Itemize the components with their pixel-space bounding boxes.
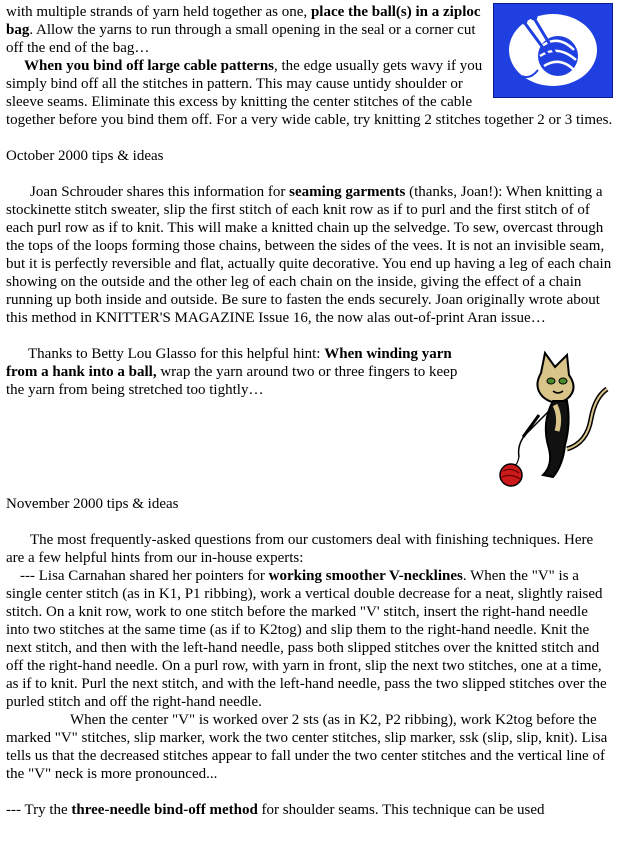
spacer bbox=[6, 513, 613, 531]
text: , the edge usually gets wavy if you simply bind off all the stitches in pattern. This may cause untidy shoulder or sleeve seams. Eliminate this excess by knitting the center stitches of the cable together before you bind them off. For a very wide cable, try knitting 2 stitches together 2 or 3 times. bbox=[6, 58, 613, 128]
section-heading-october: October 2000 tips & ideas bbox=[6, 148, 164, 164]
tip-heading: three-needle bind-off method bbox=[71, 802, 258, 818]
section-heading-november: November 2000 tips & ideas bbox=[6, 496, 179, 512]
text: . When the "V" is a single center stitch (as in K1, P1 ribbing), work a vertical double decrease for a neat, slightly raised stitch. On a knit row, work to one stitch before the marked "V' stitch, insert the right-hand needle into two stitches at the same time (as if to K2tog) and slip them to the right-hand needle. Knit the next stitch, and then with the left-hand needle, pass both slipped stitches over the knitted stitch and off the right-hand needle. On a purl row, with yarn in front, slip the next two stitches, one at a time, as if to knit. Purl the next stitch, and with the left-hand needle, pass the two slipped stitches over the purled stitch and off the right-hand needle. bbox=[6, 568, 607, 710]
tip-v-neck-two-stitch: When the center "V" is worked over 2 sts (as in K2, P2 ribbing), work K2tog before the marked "V" stitches, slip marker, work the two center stitches, slip marker, ssk (slip, slip, knit). Lisa tells us that the decreased stitches appear to fall under the two center stitches and the vertical line of the "V" neck is more pronounced... bbox=[6, 712, 608, 782]
text: Joan Schrouder shares this information for bbox=[30, 184, 290, 200]
text: --- Try the bbox=[6, 802, 72, 818]
tip-three-needle-bind-off bbox=[6, 801, 613, 819]
text: (thanks, Joan!): When knitting a stockinette stitch sweater, slip the first stitch of each knit row as if to purl and the first stitch of of each purl row as if to knit. This will make a knitted chain up the selvedge. To sew, overcast through the tops of the loops forming those chains, between the sides of the vees. It is not an invisible seam, but it is perfectly reversible and flat, actually quite decorative. You end up having a leg of each chain showing on the outside and the other leg of each chain on the inside, giving the effect of a chain running up both inside and outside. Be sure to fasten the ends securely. Joan originally wrote about this method in KNITTER'S MAGAZINE Issue 16, the now alas out-of-print Aran issue… bbox=[6, 184, 612, 326]
intro-finishing: The most frequently-asked questions from our customers deal with finishing techniques. Here are a few helpful hints from our in-house experts: bbox=[6, 532, 594, 566]
text: wrap the yarn around two or three fingers to keep the yarn from being stretched too tightly… bbox=[6, 364, 458, 398]
tip-heading: When winding yarn from a hank into a ball, bbox=[6, 346, 452, 380]
spacer bbox=[6, 327, 613, 345]
yarn-ball-needles-icon bbox=[493, 3, 613, 98]
tip-v-necklines bbox=[6, 567, 613, 711]
text: . Allow the yarns to run through a small opening in the seal or a corner cut off the end of the bag… bbox=[6, 22, 476, 56]
knitting-clipart bbox=[493, 3, 613, 98]
tip-heading: seaming garments bbox=[289, 184, 406, 200]
tip-seaming-garments bbox=[6, 183, 613, 327]
spacer bbox=[6, 129, 613, 147]
text: for shoulder seams. This technique can be used bbox=[257, 802, 545, 818]
text: --- Lisa Carnahan shared her pointers for bbox=[20, 568, 269, 584]
text: Thanks to Betty Lou Glasso for this helpful hint: bbox=[28, 346, 325, 362]
tip-heading: place the ball(s) in a ziploc bag bbox=[6, 4, 481, 38]
tip-heading: working smoother V-necklines bbox=[268, 568, 463, 584]
spacer bbox=[6, 165, 613, 183]
cat-with-yarn-icon bbox=[483, 345, 613, 495]
text: with multiple strands of yarn held together as one, bbox=[6, 4, 311, 20]
tip-heading: When you bind off large cable patterns bbox=[24, 58, 275, 74]
spacer bbox=[6, 783, 613, 801]
cat-clipart bbox=[483, 345, 613, 495]
